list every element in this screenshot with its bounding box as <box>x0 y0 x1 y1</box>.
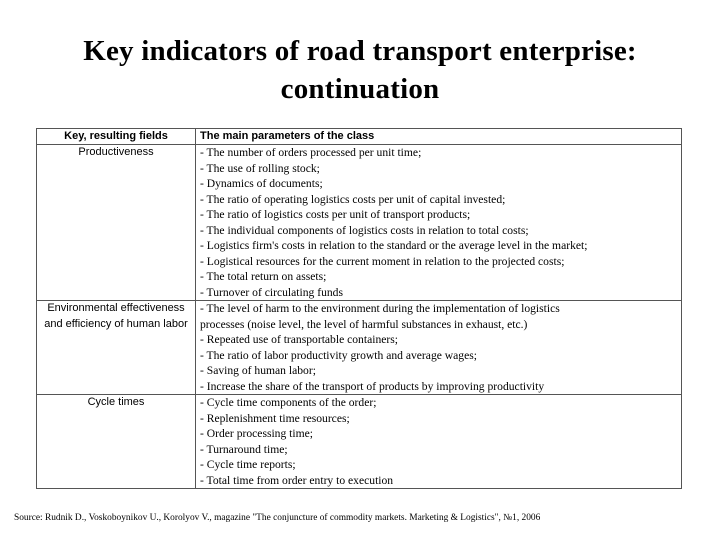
source-citation: Source: Rudnik D., Voskoboynikov U., Korolyov V., magazine "The conjuncture of commodity markets. Marketing & Logistics", №1, 2006 <box>14 513 541 523</box>
param-item: processes (noise level, the level of harmful substances in exhaust, etc.) <box>200 317 528 331</box>
param-item: - Replenishment time resources; <box>200 411 350 425</box>
header-key-fields: Key, resulting fields <box>37 129 196 145</box>
table-row <box>37 301 682 395</box>
param-item: - Increase the share of the transport of products by improving productivity <box>200 379 545 393</box>
row-params-environmental <box>196 301 682 395</box>
param-item: - Logistics firm's costs in relation to the standard or the average level in the market; <box>200 239 588 252</box>
param-item: - The ratio of logistics costs per unit of transport products; <box>200 208 471 221</box>
table-row <box>37 145 682 301</box>
row-params-productiveness <box>196 145 682 301</box>
param-item: - Turnaround time; <box>200 442 288 456</box>
param-item: - The number of orders processed per unit time; <box>200 146 422 159</box>
param-item: - Saving of human labor; <box>200 364 316 377</box>
param-item: - The ratio of labor productivity growth and average wages; <box>200 348 477 362</box>
row-field-environmental: Environmental effectiveness and efficiency of human labor <box>37 301 196 395</box>
param-item: - Logistical resources for the current moment in relation to the projected costs; <box>200 254 565 268</box>
row-params-cycle-times <box>196 395 682 489</box>
table-header-row <box>37 129 682 145</box>
param-item: - The level of harm to the environment during the implementation of logistics <box>200 302 560 315</box>
row-field-productiveness: Productiveness <box>37 145 196 301</box>
param-item: - The individual components of logistics costs in relation to total costs; <box>200 223 529 237</box>
indicators-table <box>36 128 682 489</box>
param-item: - Repeated use of transportable containers; <box>200 333 398 346</box>
param-item: - Total time from order entry to execution <box>200 473 394 487</box>
param-item: - The total return on assets; <box>200 270 327 283</box>
param-item: - Cycle time components of the order; <box>200 396 377 409</box>
slide-title <box>20 32 700 108</box>
param-item: - Dynamics of documents; <box>200 177 323 190</box>
table-row <box>37 395 682 489</box>
param-item: - Cycle time reports; <box>200 458 296 471</box>
header-main-parameters: The main parameters of the class <box>196 129 682 145</box>
param-item: - The use of rolling stock; <box>200 161 320 175</box>
param-item: - Order processing time; <box>200 427 314 440</box>
param-item: - Turnover of circulating funds <box>200 285 343 299</box>
param-item: - The ratio of operating logistics costs per unit of capital invested; <box>200 192 506 206</box>
slide-title-line-1: Key indicators of road transport enterprise: <box>83 35 637 67</box>
slide-title-line-2: continuation <box>280 73 440 105</box>
row-field-cycle-times: Cycle times <box>37 395 196 489</box>
